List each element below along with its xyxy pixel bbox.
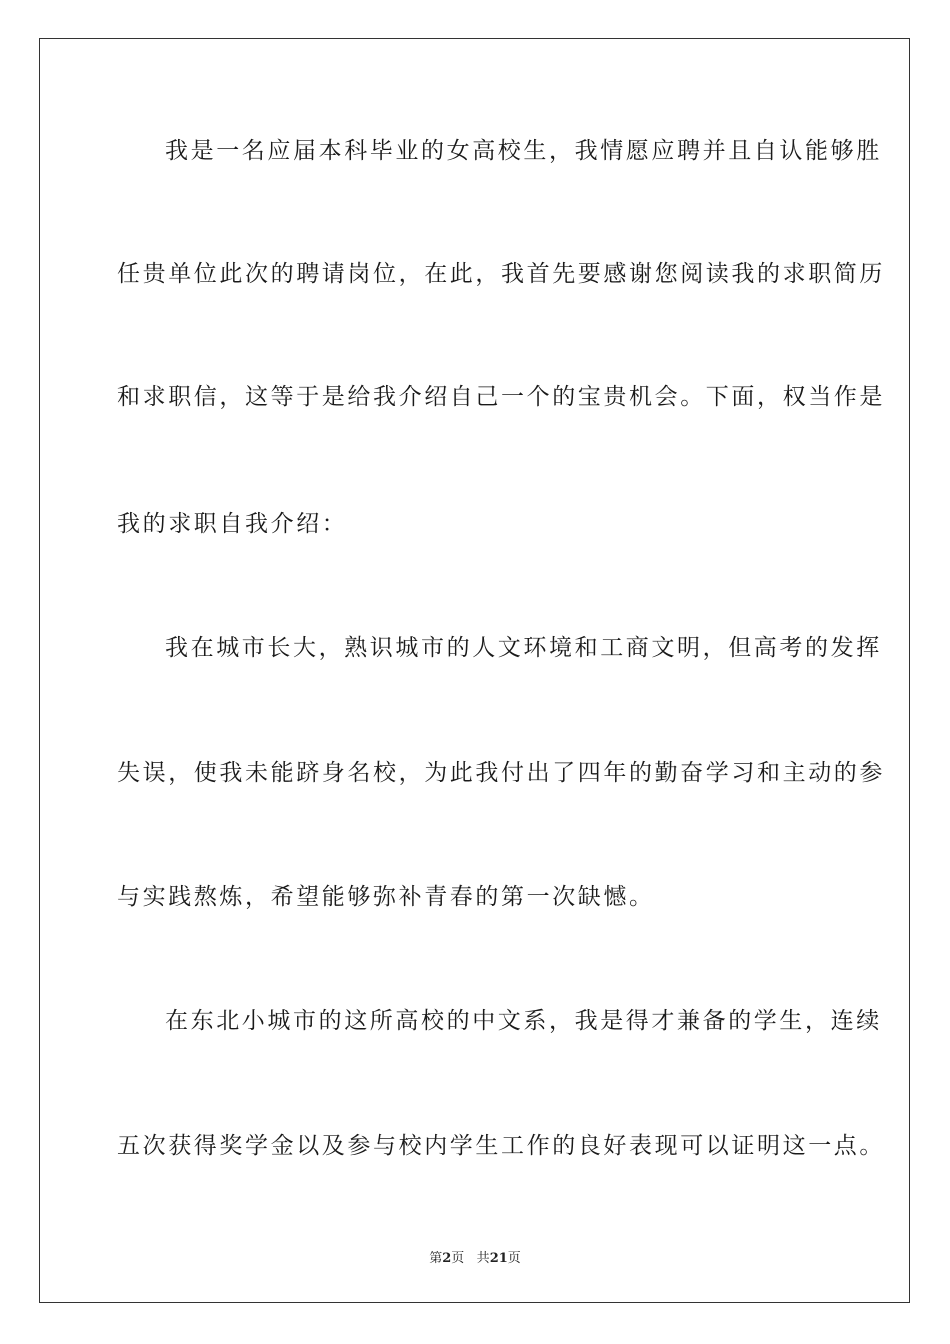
footer-total-suffix: 页	[507, 1251, 521, 1266]
paragraph-2-line-1: 我在城市长大，熟识城市的人文环境和工商文明，但高考的发挥	[165, 635, 882, 661]
paragraph-3-line-1: 在东北小城市的这所高校的中文系，我是得才兼备的学生，连续	[165, 1008, 882, 1034]
paragraph-2-line-3: 与实践熬炼，希望能够弥补青春的第一次缺憾。	[117, 884, 655, 910]
paragraph-1-line-2: 任贵单位此次的聘请岗位，在此，我首先要感谢您阅读我的求职简历	[117, 261, 885, 287]
paragraph-1-line-1: 我是一名应届本科毕业的女高校生，我情愿应聘并且自认能够胜	[165, 138, 882, 164]
paragraph-1-line-4: 我的求职自我介绍：	[117, 511, 348, 537]
paragraph-1-line-3: 和求职信，这等于是给我介绍自己一个的宝贵机会。下面，权当作是	[117, 384, 885, 410]
paragraph-2-line-2: 失误，使我未能跻身名校，为此我付出了四年的勤奋学习和主动的参	[117, 760, 885, 786]
footer-total-prefix: 共	[476, 1251, 490, 1266]
footer-total-pages: 21	[489, 1251, 508, 1266]
footer-page-prefix: 第	[429, 1251, 443, 1266]
paragraph-3-line-2: 五次获得奖学金以及参与校内学生工作的良好表现可以证明这一点。	[117, 1133, 885, 1159]
footer-page-number: 2	[442, 1251, 452, 1266]
footer-page-suffix: 页	[451, 1251, 465, 1266]
page-border	[39, 38, 910, 1303]
page-footer	[0, 1247, 950, 1266]
